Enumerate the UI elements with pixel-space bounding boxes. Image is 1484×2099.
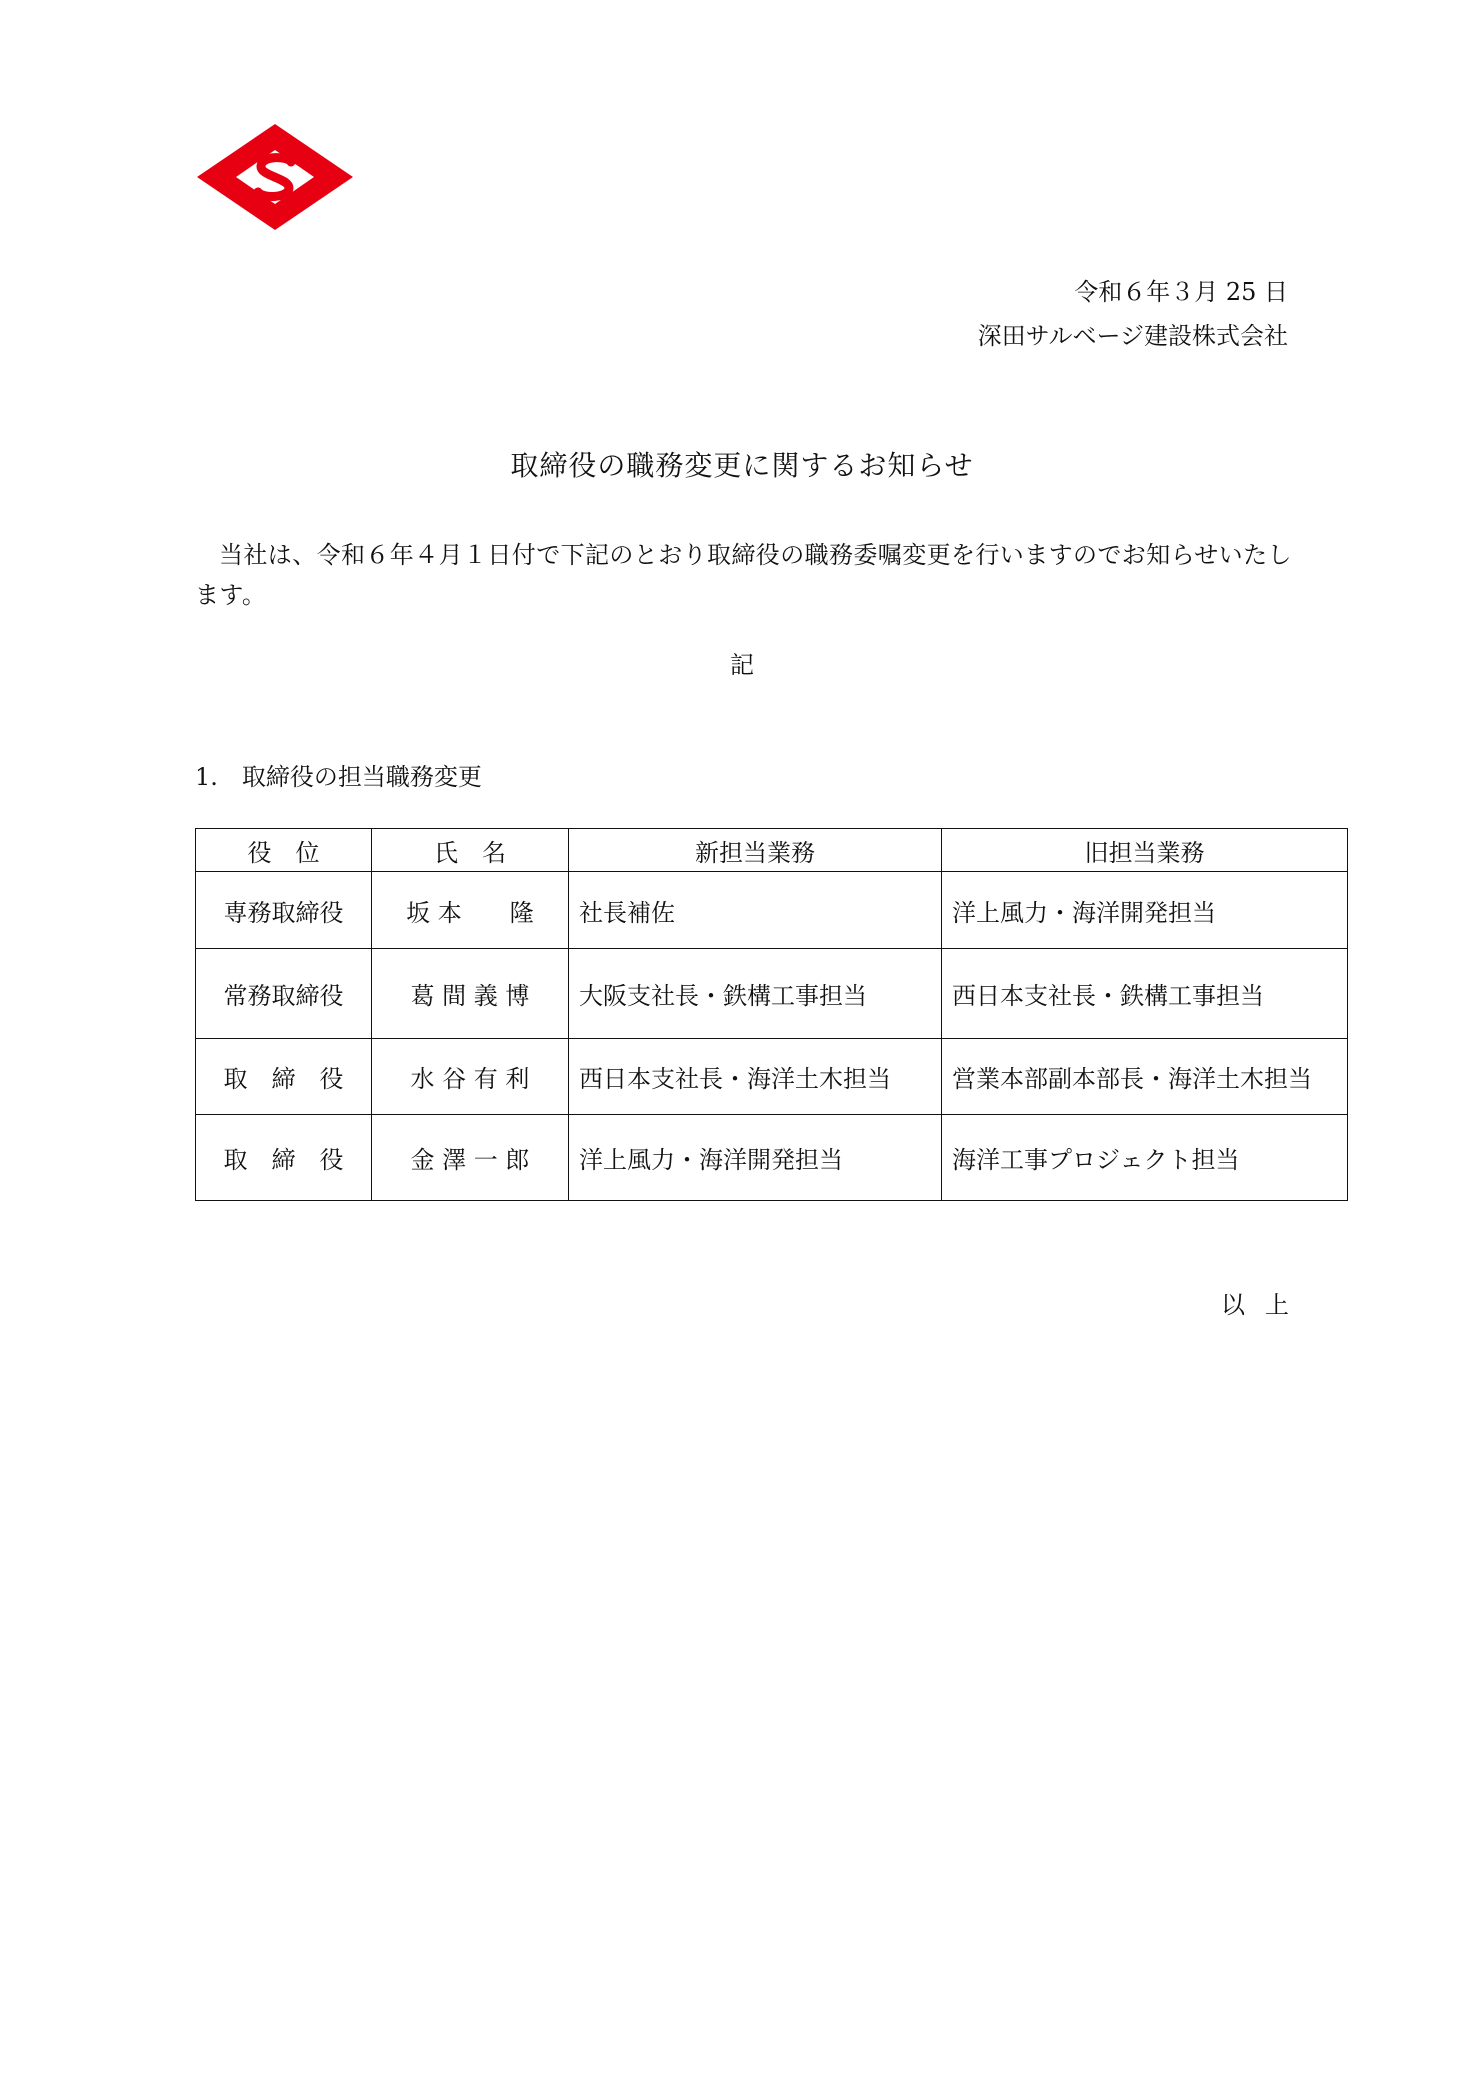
- cell-name: 金 澤 一 郎: [372, 1115, 569, 1201]
- cell-new-duty: 社長補佐: [569, 872, 942, 949]
- table-row: [196, 1039, 1348, 1115]
- cell-name: 葛 間 義 博: [372, 949, 569, 1039]
- table-header-row: [196, 829, 1348, 872]
- cell-new-duty: 西日本支社長・海洋土木担当: [569, 1039, 942, 1115]
- table-row: [196, 1115, 1348, 1201]
- cell-position: 専務取締役: [196, 872, 372, 949]
- fukada-salvage-logo-icon: [195, 122, 355, 232]
- cell-old-duty: 西日本支社長・鉄構工事担当: [942, 949, 1348, 1039]
- cell-position: 常務取締役: [196, 949, 372, 1039]
- issue-date: 令和６年３月 25 日: [1074, 278, 1288, 306]
- section-heading: 1. 取締役の担当職務変更: [195, 763, 482, 791]
- cell-old-duty: 海洋工事プロジェクト担当: [942, 1115, 1348, 1201]
- header-old-duty: 旧担当業務: [942, 829, 1348, 872]
- cell-position: 取 締 役: [196, 1115, 372, 1201]
- company-name: 深田サルベージ建設株式会社: [977, 322, 1288, 350]
- cell-name: 坂 本 隆: [372, 872, 569, 949]
- duty-change-table: [195, 828, 1348, 1201]
- table-row: [196, 949, 1348, 1039]
- header-name: 氏 名: [372, 829, 569, 872]
- cell-new-duty: 大阪支社長・鉄構工事担当: [569, 949, 942, 1039]
- closing-mark: 以上: [1221, 1291, 1309, 1319]
- cell-name: 水 谷 有 利: [372, 1039, 569, 1115]
- ki-marker: 記: [730, 651, 754, 679]
- cell-position: 取 締 役: [196, 1039, 372, 1115]
- table-row: [196, 872, 1348, 949]
- cell-old-duty: 営業本部副本部長・海洋土木担当: [942, 1039, 1348, 1115]
- notice-title: 取締役の職務変更に関するお知らせ: [510, 449, 974, 482]
- notice-body: 当社は、令和６年４月１日付で下記のとおり取締役の職務委嘱変更を行いますのでお知らせいたします。: [195, 541, 1292, 609]
- cell-new-duty: 洋上風力・海洋開発担当: [569, 1115, 942, 1201]
- header-position: 役 位: [196, 829, 372, 872]
- header-new-duty: 新担当業務: [569, 829, 942, 872]
- cell-old-duty: 洋上風力・海洋開発担当: [942, 872, 1348, 949]
